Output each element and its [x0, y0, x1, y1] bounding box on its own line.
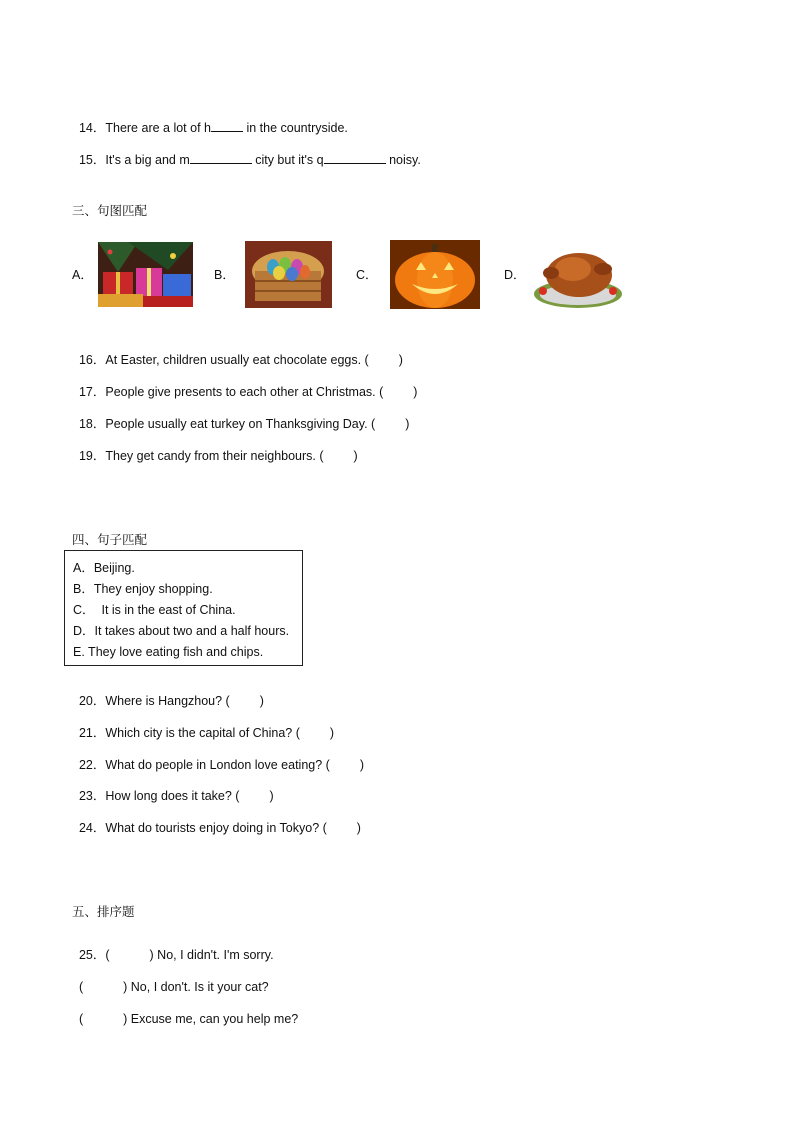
question-text: in the countryside.	[242, 121, 348, 135]
question-text: noisy.	[385, 153, 421, 167]
option-b-label: B．	[214, 268, 235, 282]
bracket-close: )	[405, 417, 410, 431]
question-text: What do people in London love eating? (	[105, 758, 330, 772]
question-25-line-2	[72, 963, 269, 995]
bracket-close: )	[359, 758, 365, 772]
dialogue-text: No, I don't. Is it your cat?	[127, 980, 269, 994]
question-number: 16．	[78, 353, 106, 367]
bracket-close: )	[356, 821, 361, 835]
question-17	[72, 368, 417, 400]
christmas-presents-image	[98, 242, 193, 307]
question-number: 23．	[78, 789, 106, 803]
question-24	[72, 804, 361, 836]
box-option-d: D．It takes about two and a half hours.	[73, 624, 290, 638]
bracket-close: )	[353, 449, 358, 463]
question-number: 24．	[78, 821, 106, 835]
question-text: People give presents to each other at Christmas. (	[105, 385, 384, 399]
question-number: 20．	[78, 694, 106, 708]
bracket-open: (	[105, 948, 110, 962]
question-text: They get candy from their neighbours. (	[105, 449, 324, 463]
dialogue-text: Excuse me, can you help me?	[127, 1012, 299, 1026]
section-5-title: 五、排序题	[72, 904, 135, 919]
question-number: 25．	[78, 948, 106, 962]
question-text: Where is Hangzhou? (	[105, 694, 230, 708]
bracket-close: )	[123, 1012, 128, 1026]
roast-turkey-image	[533, 239, 623, 310]
answer-blank[interactable]	[324, 151, 386, 164]
bracket-close: )	[398, 353, 403, 367]
options-box	[64, 550, 303, 666]
bracket-close: )	[269, 789, 274, 803]
answer-blank[interactable]	[190, 151, 252, 164]
question-number: 17．	[78, 385, 106, 399]
section-4-title: 四、句子匹配	[72, 532, 148, 547]
question-number: 15．	[78, 153, 106, 167]
question-text: Which city is the capital of China? (	[105, 726, 300, 740]
option-d-label: D．	[504, 268, 526, 282]
answer-blank[interactable]	[211, 119, 243, 132]
question-text: city but it's q	[251, 153, 324, 167]
bracket-open: (	[78, 1012, 84, 1026]
question-16	[72, 336, 403, 368]
question-text: It's a big and m	[105, 153, 190, 167]
question-number: 14．	[78, 121, 106, 135]
question-number: 22．	[78, 758, 106, 772]
question-19	[72, 432, 358, 464]
question-number: 21．	[78, 726, 106, 740]
box-option-a: A．Beijing.	[73, 561, 135, 575]
bracket-open: (	[78, 980, 84, 994]
question-number: 19．	[78, 449, 106, 463]
question-22	[72, 741, 364, 773]
question-18	[72, 400, 409, 432]
bracket-close: )	[149, 948, 154, 962]
question-25-line-3	[72, 995, 298, 1027]
bracket-close: )	[123, 980, 128, 994]
section-3-title: 三、句图匹配	[72, 203, 148, 218]
bracket-close: )	[259, 694, 264, 708]
bracket-close: )	[413, 385, 418, 399]
question-text: People usually eat turkey on Thanksgiving Day. (	[105, 417, 376, 431]
question-14	[72, 103, 348, 136]
box-option-b: B．They enjoy shopping.	[73, 582, 213, 596]
box-option-c: C． It is in the east of China.	[73, 603, 236, 617]
question-23	[72, 772, 274, 804]
halloween-pumpkin-image	[390, 240, 480, 309]
question-25-line-1	[72, 931, 274, 963]
question-text: At Easter, children usually eat chocolate eggs. (	[105, 353, 369, 367]
option-c-label: C．	[356, 268, 378, 282]
option-a-label: A．	[72, 268, 93, 282]
easter-eggs-basket-image	[245, 241, 332, 308]
question-15	[72, 135, 421, 168]
question-text: How long does it take? (	[105, 789, 240, 803]
question-number: 18．	[78, 417, 106, 431]
dialogue-text: No, I didn't. I'm sorry.	[153, 948, 274, 962]
question-text: What do tourists enjoy doing in Tokyo? (	[105, 821, 327, 835]
question-20	[72, 677, 264, 709]
question-21	[72, 709, 334, 741]
question-text: There are a lot of h	[105, 121, 211, 135]
box-option-e: E. They love eating fish and chips.	[73, 645, 264, 659]
bracket-close: )	[329, 726, 335, 740]
